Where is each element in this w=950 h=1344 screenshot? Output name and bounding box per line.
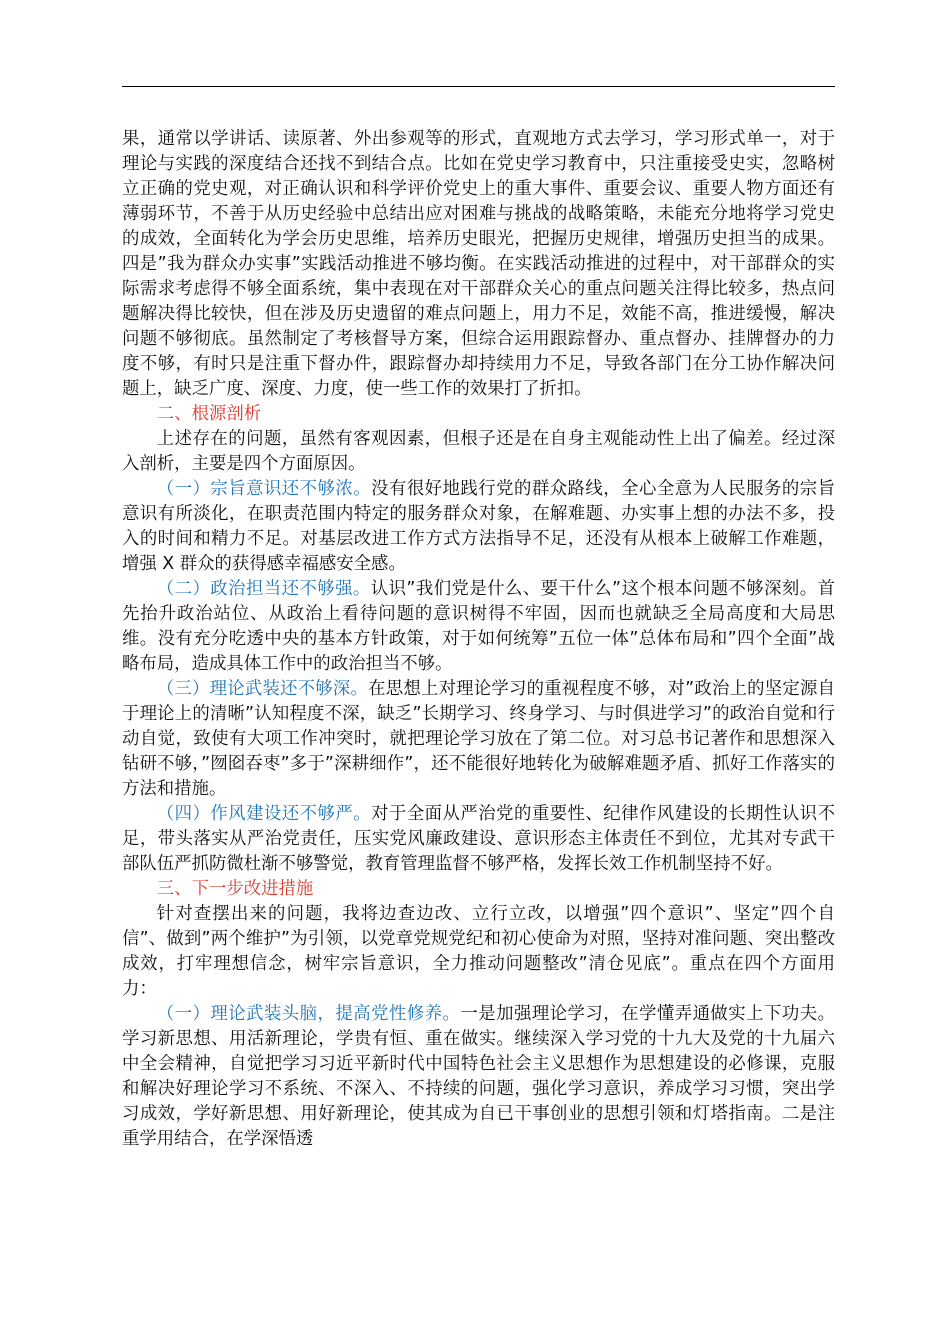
paragraph-1 (122, 127, 835, 402)
section-heading-next-steps: 三、下一步改进措施 (156, 879, 314, 899)
subheading: （一）理论武装头脑，提高党性修养。 (156, 1004, 461, 1024)
paragraph-text: 一是加强理论学习，在学懂弄通做实上下功夫。学习新思想、用活新理论，学贵有恒、重在做实。继续深入学习党的十九大及党的十九届六中全会精神，自觉把学习习近平新时代中国特色社会主义思想作为思想建设的必修课，克服和解决好理论学习不系统、不深入、不持续的问题，强化学习意识，养成学习习惯，突出学习成效，学好新思想、用好新理论，使其成为自已干事创业的思想引领和灯塔指南。二是注重学用结合，在学深悟透 (122, 1004, 835, 1149)
paragraph-6 (122, 802, 835, 877)
document-body (122, 127, 835, 1152)
paragraph-text: 针对查摆出来的问题，我将边查边改、立行立改，以增强”四个意识”、坚定”四个自信”、做到”两个维护”为引领，以党章党规党纪和初心使命为对照，坚持对准问题、突出整改成效，打牢理想信念，树牢宗旨意识，全力推动问题整改”清仓见底”。重点在四个方面用力： (122, 904, 835, 999)
paragraph-text: 果，通常以学讲话、读原著、外出参观等的形式，直观地方式去学习，学习形式单一，对于理论与实践的深度结合还找不到结合点。比如在党史学习教育中，只注重接受史实，忽略树立正确的党史观，对正确认识和科学评价党史上的重大事件、重要会议、重要人物方面还有薄弱环节，不善于从历史经验中总结出应对困难与挑战的战略策略，未能充分地将学习党史的成效，全面转化为学会历史思维，培养历史眼光，把握历史规律，增强历史担当的成果。四是”我为群众办实事”实践活动推进不够均衡。在实践活动推进的过程中，对干部群众的实际需求考虑得不够全面系统，集中表现在对干部群众关心的重点问题关注得比较多，热点问题解决得比较快，但在涉及历史遗留的难点问题上，用力不足，效能不高，推进缓慢，解决问题不够彻底。虽然制定了考核督导方案，但综合运用跟踪督办、重点督办、挂牌督办的力度不够，有时只是注重下督办件，跟踪督办却持续用力不足，导致各部门在分工协作解决问题上，缺乏广度、深度、力度，使一些工作的效果打了折扣。 (122, 129, 835, 399)
subheading: （二）政治担当还不够强。 (156, 579, 371, 599)
section-heading-root-cause: 二、根源剖析 (156, 404, 262, 424)
paragraph-7 (122, 902, 835, 1002)
paragraph-8 (122, 1002, 835, 1152)
subheading: （四）作风建设还不够严。 (156, 804, 372, 824)
paragraph-text: 对于全面从严治党的重要性、纪律作风建设的长期性认识不足，带头落实从严治党责任，压实党风廉政建设、意识形态主体责任不到位，尤其对专武干部队伍严抓防微杜渐不够警觉，教育管理监督不够严格，发挥长效工作机制坚持不好。 (122, 804, 835, 874)
paragraph-text: 没有很好地践行党的群众路线，全心全意为人民服务的宗旨意识有所淡化，在职责范围内特定的服务群众对象，在解难题、办实事上想的办法不多，投入的时间和精力不足。对基层改进工作方式方法指导不足，还没有从根本上破解工作难题，增强 X 群众的获得感幸福感安全感。 (122, 479, 835, 574)
paragraph-text: 在思想上对理论学习的重视程度不够，对”政治上的坚定源自于理论上的清晰”认知程度不深，缺乏”长期学习、终身学习、与时俱进学习”的政治自觉和行动自觉，致使有大项工作冲突时，就把理论学习放在了第二位。对习总书记著作和思想深入钻研不够，”囫囵吞枣”多于”深耕细作”，还不能很好地转化为破解难题矛盾、抓好工作落实的方法和措施。 (122, 679, 835, 799)
paragraph-3 (122, 477, 835, 577)
subheading: （三）理论武装还不够深。 (156, 679, 369, 699)
paragraph-text: 上述存在的问题，虽然有客观因素，但根子还是在自身主观能动性上出了偏差。经过深入剖析，主要是四个方面原因。 (122, 429, 835, 474)
paragraph-4 (122, 577, 835, 677)
paragraph-2 (122, 427, 835, 477)
paragraph-5 (122, 677, 835, 802)
header-rule (122, 86, 835, 87)
subheading: （一）宗旨意识还不够浓。 (156, 479, 372, 499)
paragraph-text: 认识”我们党是什么、要干什么”这个根本问题不够深刻。首先抬升政治站位、从政治上看待问题的意识树得不牢固，因而也就缺乏全局高度和大局思维。没有充分吃透中央的基本方针政策，对于如何统筹”五位一体”总体布局和”四个全面”战略布局，造成具体工作中的政治担当不够。 (122, 579, 835, 674)
